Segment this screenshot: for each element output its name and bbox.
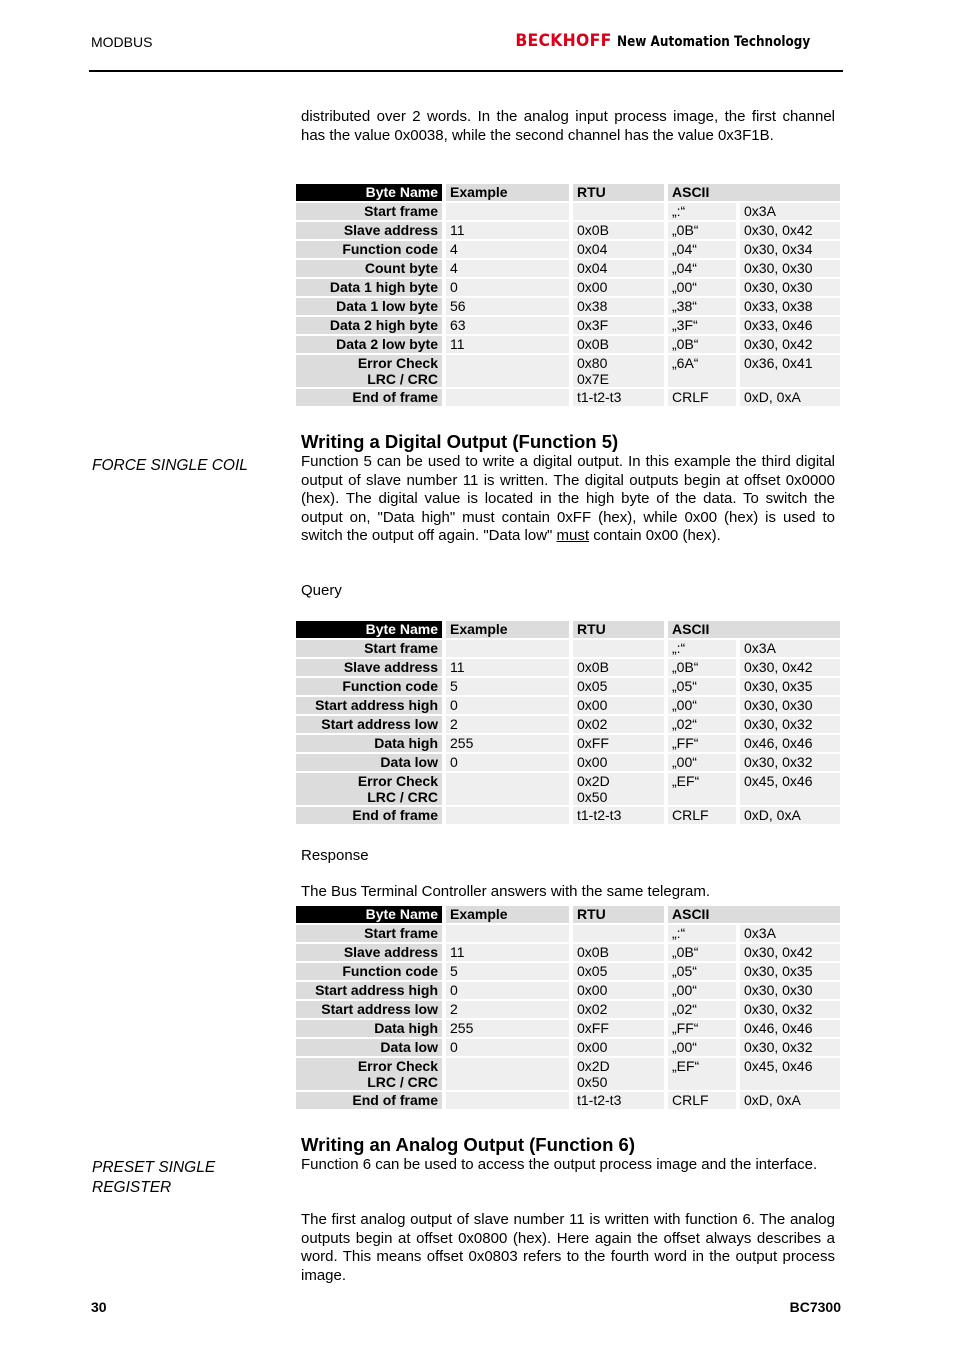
cell-ascii-hex: 0x30, 0x34	[740, 241, 840, 258]
cell-byte-name: Error Check LRC / CRC	[296, 1058, 446, 1090]
cell-example: 5	[446, 678, 573, 695]
cell-ascii-hex: 0x30, 0x42	[740, 944, 840, 961]
header-byte-name: Byte Name	[296, 184, 446, 201]
cell-ascii-hex: 0x30, 0x32	[740, 754, 840, 771]
sidenote-line-1: PRESET SINGLE	[92, 1159, 216, 1176]
cell-rtu: 0x02	[573, 716, 668, 733]
cell-ascii-hex: 0x3A	[740, 640, 840, 657]
cell-ascii-hex: 0xD, 0xA	[740, 389, 840, 406]
table-header-row	[296, 621, 840, 638]
cell-rtu: t1-t2-t3	[573, 389, 668, 406]
cell-byte-name: Start address high	[296, 982, 446, 999]
cell-ascii-char: „FF“	[668, 735, 740, 752]
table-row	[296, 678, 840, 695]
header-ascii-hex	[740, 621, 840, 638]
cell-ascii-char: „38“	[668, 298, 740, 315]
cell-example	[446, 389, 573, 406]
cell-ascii-char: „EF“	[668, 1058, 740, 1090]
table-row	[296, 389, 840, 406]
cell-ascii-char: CRLF	[668, 1092, 740, 1109]
cell-rtu: 0xFF	[573, 735, 668, 752]
cell-example: 255	[446, 735, 573, 752]
cell-ascii-hex: 0x30, 0x35	[740, 678, 840, 695]
table-row	[296, 336, 840, 353]
cell-example: 255	[446, 1020, 573, 1037]
cell-byte-name: Function code	[296, 963, 446, 980]
cell-example	[446, 1092, 573, 1109]
cell-byte-name: Slave address	[296, 944, 446, 961]
table-row	[296, 735, 840, 752]
cell-example: 56	[446, 298, 573, 315]
cell-ascii-hex: 0x45, 0x46	[740, 1058, 840, 1090]
cell-ascii-char: CRLF	[668, 389, 740, 406]
header-byte-name: Byte Name	[296, 621, 446, 638]
table-row	[296, 355, 840, 387]
cell-example: 63	[446, 317, 573, 334]
table-row	[296, 944, 840, 961]
query-table-function5	[296, 619, 840, 826]
cell-ascii-hex: 0x30, 0x30	[740, 982, 840, 999]
cell-example: 11	[446, 944, 573, 961]
query-label: Query	[301, 582, 342, 599]
cell-byte-name: Data 2 low byte	[296, 336, 446, 353]
brand-name: BECKHOFF	[515, 31, 612, 51]
sidenote-preset-single-register	[92, 1158, 215, 1198]
header-rtu: RTU	[573, 621, 668, 638]
cell-byte-name: Data low	[296, 754, 446, 771]
cell-byte-name: Data 2 high byte	[296, 317, 446, 334]
table-row	[296, 1001, 840, 1018]
cell-ascii-char: „0B“	[668, 944, 740, 961]
header-ascii-char: ASCII	[668, 906, 740, 923]
cell-rtu: 0x2D 0x50	[573, 1058, 668, 1090]
table-row	[296, 697, 840, 714]
response-label: Response	[301, 847, 369, 864]
header-section-title: MODBUS	[91, 34, 153, 50]
page-number: 30	[91, 1299, 107, 1315]
cell-ascii-hex: 0x30, 0x30	[740, 260, 840, 277]
cell-byte-name: Error Check LRC / CRC	[296, 355, 446, 387]
cell-ascii-char: „:“	[668, 925, 740, 942]
cell-ascii-hex: 0x3A	[740, 203, 840, 220]
cell-example: 4	[446, 241, 573, 258]
cell-byte-name: End of frame	[296, 1092, 446, 1109]
cell-example	[446, 355, 573, 387]
cell-ascii-char: „:“	[668, 203, 740, 220]
cell-byte-name: Start frame	[296, 640, 446, 657]
cell-example: 2	[446, 1001, 573, 1018]
cell-byte-name: End of frame	[296, 807, 446, 824]
cell-ascii-hex: 0x30, 0x42	[740, 222, 840, 239]
product-name: BC7300	[789, 1299, 841, 1315]
cell-ascii-hex: 0x30, 0x32	[740, 716, 840, 733]
cell-example	[446, 773, 573, 805]
cell-ascii-hex: 0x30, 0x42	[740, 336, 840, 353]
table-row	[296, 963, 840, 980]
cell-example: 11	[446, 222, 573, 239]
cell-ascii-char: „3F“	[668, 317, 740, 334]
cell-byte-name: Start frame	[296, 203, 446, 220]
cell-ascii-hex: 0x46, 0x46	[740, 735, 840, 752]
cell-ascii-char: „05“	[668, 963, 740, 980]
cell-example: 0	[446, 1039, 573, 1056]
cell-example: 4	[446, 260, 573, 277]
cell-byte-name: Function code	[296, 241, 446, 258]
function5-description	[301, 453, 835, 546]
section-heading-function5: Writing a Digital Output (Function 5)	[301, 431, 619, 452]
function5-text-b: contain 0x00 (hex).	[589, 527, 721, 544]
cell-ascii-hex: 0xD, 0xA	[740, 1092, 840, 1109]
cell-ascii-char: „0B“	[668, 659, 740, 676]
cell-example	[446, 1058, 573, 1090]
cell-ascii-hex: 0x36, 0x41	[740, 355, 840, 387]
cell-rtu: 0x00	[573, 1039, 668, 1056]
table-row	[296, 1058, 840, 1090]
section-heading-function6: Writing an Analog Output (Function 6)	[301, 1134, 635, 1155]
cell-rtu: 0x3F	[573, 317, 668, 334]
cell-example	[446, 925, 573, 942]
cell-ascii-hex: 0x30, 0x35	[740, 963, 840, 980]
cell-byte-name: Data 1 high byte	[296, 279, 446, 296]
cell-ascii-char: „00“	[668, 1039, 740, 1056]
table-row	[296, 241, 840, 258]
cell-byte-name: Function code	[296, 678, 446, 695]
cell-example: 5	[446, 963, 573, 980]
table-row	[296, 1020, 840, 1037]
cell-byte-name: Data high	[296, 735, 446, 752]
intro-paragraph: distributed over 2 words. In the analog input process image, the first channel has the value 0x0038, while the second channel has the value 0x3F1B.	[301, 108, 835, 144]
cell-rtu: t1-t2-t3	[573, 1092, 668, 1109]
cell-ascii-char: „04“	[668, 260, 740, 277]
table-row	[296, 317, 840, 334]
sidenote-line-2: REGISTER	[92, 1179, 172, 1196]
cell-ascii-hex: 0x30, 0x42	[740, 659, 840, 676]
cell-ascii-char: „00“	[668, 697, 740, 714]
cell-ascii-char: „6A“	[668, 355, 740, 387]
table-row	[296, 982, 840, 999]
cell-rtu: 0x02	[573, 1001, 668, 1018]
table-header-row	[296, 184, 840, 201]
header-example: Example	[446, 621, 573, 638]
table-row	[296, 260, 840, 277]
header-rtu: RTU	[573, 906, 668, 923]
cell-ascii-hex: 0x46, 0x46	[740, 1020, 840, 1037]
cell-byte-name: Start address low	[296, 1001, 446, 1018]
cell-rtu: 0x38	[573, 298, 668, 315]
cell-rtu: 0x04	[573, 260, 668, 277]
header-ascii-hex	[740, 906, 840, 923]
cell-byte-name: Start address high	[296, 697, 446, 714]
cell-example	[446, 203, 573, 220]
cell-rtu: 0x0B	[573, 222, 668, 239]
cell-ascii-char: „00“	[668, 279, 740, 296]
cell-example: 11	[446, 336, 573, 353]
cell-ascii-char: „00“	[668, 982, 740, 999]
cell-byte-name: End of frame	[296, 389, 446, 406]
cell-rtu: 0x04	[573, 241, 668, 258]
cell-ascii-char: „0B“	[668, 222, 740, 239]
cell-ascii-hex: 0x33, 0x46	[740, 317, 840, 334]
cell-byte-name: Data high	[296, 1020, 446, 1037]
cell-example	[446, 807, 573, 824]
cell-rtu: 0x00	[573, 754, 668, 771]
header-ascii-char: ASCII	[668, 184, 740, 201]
cell-ascii-hex: 0x45, 0x46	[740, 773, 840, 805]
header-divider	[89, 70, 843, 72]
cell-ascii-hex: 0x33, 0x38	[740, 298, 840, 315]
cell-byte-name: Slave address	[296, 222, 446, 239]
cell-rtu: 0xFF	[573, 1020, 668, 1037]
cell-ascii-hex: 0x30, 0x30	[740, 279, 840, 296]
cell-rtu: 0x0B	[573, 944, 668, 961]
table-row	[296, 925, 840, 942]
table-row	[296, 659, 840, 676]
cell-example: 0	[446, 279, 573, 296]
sidenote-force-single-coil: FORCE SINGLE COIL	[92, 457, 248, 474]
cell-rtu: 0x00	[573, 697, 668, 714]
brand-tagline: New Automation Technology	[617, 34, 811, 50]
cell-ascii-char: „00“	[668, 754, 740, 771]
function6-paragraph-2: The first analog output of slave number 11 is written with function 6. The analog outputs begin at offset 0x0800 (hex). Here again the offset always describes a word. This means offset 0x0803 refers to the fourth word in the output process image.	[301, 1211, 835, 1284]
cell-rtu	[573, 925, 668, 942]
cell-rtu: 0x0B	[573, 659, 668, 676]
cell-example: 0	[446, 697, 573, 714]
cell-byte-name: Count byte	[296, 260, 446, 277]
cell-rtu: 0x05	[573, 678, 668, 695]
cell-rtu: 0x00	[573, 982, 668, 999]
cell-byte-name: Start address low	[296, 716, 446, 733]
cell-byte-name: Data low	[296, 1039, 446, 1056]
function5-emphasis: must	[556, 527, 590, 544]
cell-ascii-char: „02“	[668, 1001, 740, 1018]
header-byte-name: Byte Name	[296, 906, 446, 923]
cell-ascii-hex: 0xD, 0xA	[740, 807, 840, 824]
table-row	[296, 773, 840, 805]
cell-ascii-char: „04“	[668, 241, 740, 258]
cell-ascii-hex: 0x30, 0x32	[740, 1039, 840, 1056]
brand-logo	[507, 31, 842, 51]
cell-example	[446, 640, 573, 657]
cell-ascii-char: „:“	[668, 640, 740, 657]
cell-ascii-hex: 0x30, 0x32	[740, 1001, 840, 1018]
function5-text-a: Function 5 can be used to write a digital output. In this example the third digital output of slave number 11 is written. The digital outputs begin at offset 0x0000 (hex). The digital value is located in the high byte of the data. To switch the output on, "Data high" must contain 0xFF (hex), while 0x00 (hex) is used to switch the output off again. "Data low"	[301, 453, 835, 544]
table-row	[296, 1039, 840, 1056]
table-row	[296, 279, 840, 296]
cell-ascii-char: CRLF	[668, 807, 740, 824]
header-ascii-hex	[740, 184, 840, 201]
cell-ascii-char: „05“	[668, 678, 740, 695]
table-row	[296, 203, 840, 220]
response-description: The Bus Terminal Controller answers with the same telegram.	[301, 883, 711, 900]
table-row	[296, 298, 840, 315]
cell-example: 2	[446, 716, 573, 733]
cell-rtu: 0x80 0x7E	[573, 355, 668, 387]
function6-paragraph-1: Function 6 can be used to access the output process image and the interface.	[301, 1156, 818, 1173]
response-table-function5	[296, 904, 840, 1111]
header-example: Example	[446, 184, 573, 201]
response-table-function4	[296, 182, 840, 408]
cell-ascii-char: „0B“	[668, 336, 740, 353]
cell-ascii-char: „02“	[668, 716, 740, 733]
header-ascii-char: ASCII	[668, 621, 740, 638]
header-rtu: RTU	[573, 184, 668, 201]
table-row	[296, 716, 840, 733]
cell-example: 11	[446, 659, 573, 676]
cell-ascii-hex: 0x30, 0x30	[740, 697, 840, 714]
cell-byte-name: Data 1 low byte	[296, 298, 446, 315]
table-row	[296, 222, 840, 239]
cell-rtu: 0x2D 0x50	[573, 773, 668, 805]
cell-rtu: 0x05	[573, 963, 668, 980]
cell-ascii-char: „EF“	[668, 773, 740, 805]
cell-rtu: 0x00	[573, 279, 668, 296]
cell-rtu: t1-t2-t3	[573, 807, 668, 824]
cell-rtu	[573, 640, 668, 657]
table-row	[296, 1092, 840, 1109]
header-example: Example	[446, 906, 573, 923]
cell-rtu	[573, 203, 668, 220]
cell-ascii-char: „FF“	[668, 1020, 740, 1037]
cell-example: 0	[446, 754, 573, 771]
cell-ascii-hex: 0x3A	[740, 925, 840, 942]
cell-rtu: 0x0B	[573, 336, 668, 353]
table-row	[296, 640, 840, 657]
cell-example: 0	[446, 982, 573, 999]
table-row	[296, 754, 840, 771]
cell-byte-name: Slave address	[296, 659, 446, 676]
cell-byte-name: Error Check LRC / CRC	[296, 773, 446, 805]
table-header-row	[296, 906, 840, 923]
table-row	[296, 807, 840, 824]
cell-byte-name: Start frame	[296, 925, 446, 942]
